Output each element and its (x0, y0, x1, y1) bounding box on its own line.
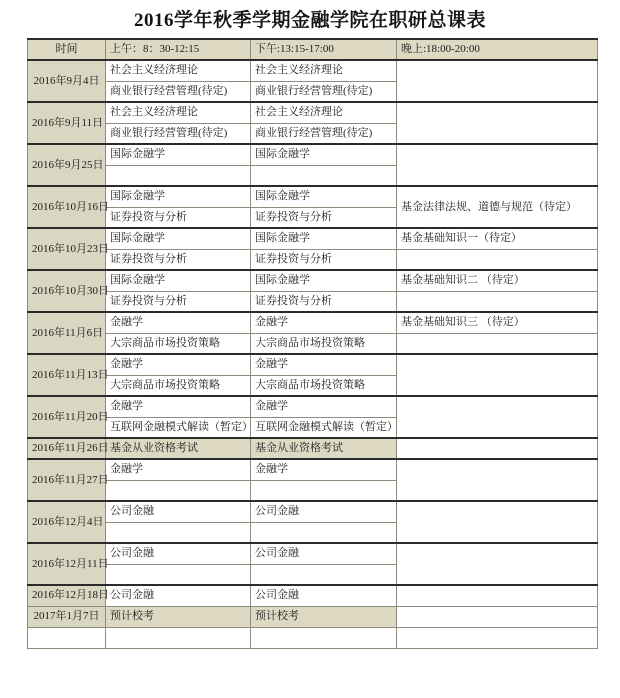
afternoon-cell: 社会主义经济理论 (251, 60, 397, 81)
morning-cell: 基金从业资格考试 (106, 438, 251, 459)
evening-cell (397, 585, 598, 606)
evening-cell (397, 396, 598, 438)
afternoon-cell: 国际金融学 (251, 186, 397, 207)
table-row (28, 228, 598, 249)
morning-cell: 公司金融 (106, 543, 251, 564)
evening-cell (397, 144, 598, 186)
evening-cell (397, 60, 598, 102)
afternoon-cell: 金融学 (251, 312, 397, 333)
evening-cell (397, 627, 598, 648)
morning-cell: 大宗商品市场投资策略 (106, 375, 251, 396)
morning-cell: 公司金融 (106, 501, 251, 522)
evening-cell: 基金基础知识三 （待定） (397, 312, 598, 333)
afternoon-cell (251, 165, 397, 186)
morning-cell: 公司金融 (106, 585, 251, 606)
date-cell: 2016年11月20日 (28, 396, 106, 438)
afternoon-cell (251, 627, 397, 648)
header-morning: 上午：8：30-12:15 (106, 39, 251, 60)
date-cell: 2016年11月6日 (28, 312, 106, 354)
date-cell: 2016年11月13日 (28, 354, 106, 396)
date-cell (28, 627, 106, 648)
afternoon-cell: 公司金融 (251, 585, 397, 606)
table-row (28, 354, 598, 375)
morning-cell (106, 165, 251, 186)
evening-cell (397, 543, 598, 585)
morning-cell: 社会主义经济理论 (106, 60, 251, 81)
table-row (28, 543, 598, 564)
date-cell: 2016年12月4日 (28, 501, 106, 543)
afternoon-cell: 公司金融 (251, 501, 397, 522)
afternoon-cell: 大宗商品市场投资策略 (251, 375, 397, 396)
header-evening: 晚上:18:00-20:00 (397, 39, 598, 60)
morning-cell: 证券投资与分析 (106, 249, 251, 270)
morning-cell: 金融学 (106, 459, 251, 480)
afternoon-cell: 基金从业资格考试 (251, 438, 397, 459)
afternoon-cell (251, 522, 397, 543)
table-header-row (28, 39, 598, 60)
table-row (28, 102, 598, 123)
evening-cell (397, 459, 598, 501)
morning-cell: 金融学 (106, 312, 251, 333)
header-time: 时间 (28, 39, 106, 60)
afternoon-cell: 社会主义经济理论 (251, 102, 397, 123)
table-row-trailing (28, 627, 598, 648)
evening-cell (397, 249, 598, 270)
afternoon-cell: 金融学 (251, 459, 397, 480)
afternoon-cell: 大宗商品市场投资策略 (251, 333, 397, 354)
afternoon-cell: 商业银行经营管理(待定) (251, 123, 397, 144)
evening-cell (397, 102, 598, 144)
morning-cell: 国际金融学 (106, 228, 251, 249)
date-cell: 2016年11月27日 (28, 459, 106, 501)
morning-cell (106, 627, 251, 648)
afternoon-cell: 商业银行经营管理(待定) (251, 81, 397, 102)
morning-text: 互联网金融模式解读（暂定） (110, 420, 253, 433)
morning-cell: 金融学 (106, 354, 251, 375)
date-cell: 2016年12月18日 (28, 585, 106, 606)
table-row (28, 501, 598, 522)
evening-cell (397, 354, 598, 396)
date-cell: 2016年10月30日 (28, 270, 106, 312)
evening-cell (397, 501, 598, 543)
morning-cell (106, 564, 251, 585)
table-row (28, 60, 598, 81)
date-cell: 2016年12月11日 (28, 543, 106, 585)
afternoon-cell: 金融学 (251, 396, 397, 417)
evening-cell: 基金基础知识二 （待定） (397, 270, 598, 291)
morning-cell (106, 480, 251, 501)
morning-cell: 国际金融学 (106, 144, 251, 165)
table-row (28, 333, 598, 354)
morning-cell (106, 417, 251, 438)
table-row (28, 585, 598, 606)
morning-cell: 国际金融学 (106, 186, 251, 207)
table-row (28, 438, 598, 459)
table-row (28, 312, 598, 333)
table-row (28, 186, 598, 207)
date-cell: 2017年1月7日 (28, 606, 106, 627)
morning-cell: 社会主义经济理论 (106, 102, 251, 123)
schedule-table (27, 38, 598, 649)
table-row (28, 606, 598, 627)
date-cell: 2016年10月16日 (28, 186, 106, 228)
date-cell: 2016年9月4日 (28, 60, 106, 102)
date-cell: 2016年10月23日 (28, 228, 106, 270)
afternoon-cell (251, 480, 397, 501)
afternoon-text: 互联网金融模式解读（暂定） (255, 420, 398, 433)
afternoon-cell: 国际金融学 (251, 228, 397, 249)
afternoon-cell: 国际金融学 (251, 144, 397, 165)
afternoon-cell (251, 417, 397, 438)
morning-cell: 国际金融学 (106, 270, 251, 291)
afternoon-cell: 证券投资与分析 (251, 249, 397, 270)
morning-cell: 证券投资与分析 (106, 207, 251, 228)
morning-cell: 预计校考 (106, 606, 251, 627)
afternoon-cell: 证券投资与分析 (251, 291, 397, 312)
table-row (28, 459, 598, 480)
morning-cell: 大宗商品市场投资策略 (106, 333, 251, 354)
evening-cell: 基金基础知识一（待定） (397, 228, 598, 249)
schedule-table-body (28, 39, 598, 648)
morning-cell: 商业银行经营管理(待定) (106, 123, 251, 144)
date-cell: 2016年9月25日 (28, 144, 106, 186)
evening-cell (397, 606, 598, 627)
morning-cell: 商业银行经营管理(待定) (106, 81, 251, 102)
morning-cell (106, 522, 251, 543)
evening-cell (397, 438, 598, 459)
afternoon-cell: 金融学 (251, 354, 397, 375)
afternoon-cell: 预计校考 (251, 606, 397, 627)
evening-cell (397, 333, 598, 354)
table-row (28, 249, 598, 270)
table-row (28, 270, 598, 291)
date-cell: 2016年11月26日 (28, 438, 106, 459)
evening-cell: 基金法律法规、道德与规范（待定） (397, 186, 598, 228)
table-row (28, 144, 598, 165)
schedule-table-container (0, 38, 620, 649)
afternoon-cell: 公司金融 (251, 543, 397, 564)
afternoon-cell: 国际金融学 (251, 270, 397, 291)
afternoon-cell: 证券投资与分析 (251, 207, 397, 228)
table-row (28, 291, 598, 312)
evening-cell (397, 291, 598, 312)
morning-cell: 证券投资与分析 (106, 291, 251, 312)
date-cell: 2016年9月11日 (28, 102, 106, 144)
morning-cell: 金融学 (106, 396, 251, 417)
header-afternoon: 下午:13:15-17:00 (251, 39, 397, 60)
table-row (28, 396, 598, 417)
afternoon-cell (251, 564, 397, 585)
page-title: 2016学年秋季学期金融学院在职研总课表 (133, 10, 486, 31)
